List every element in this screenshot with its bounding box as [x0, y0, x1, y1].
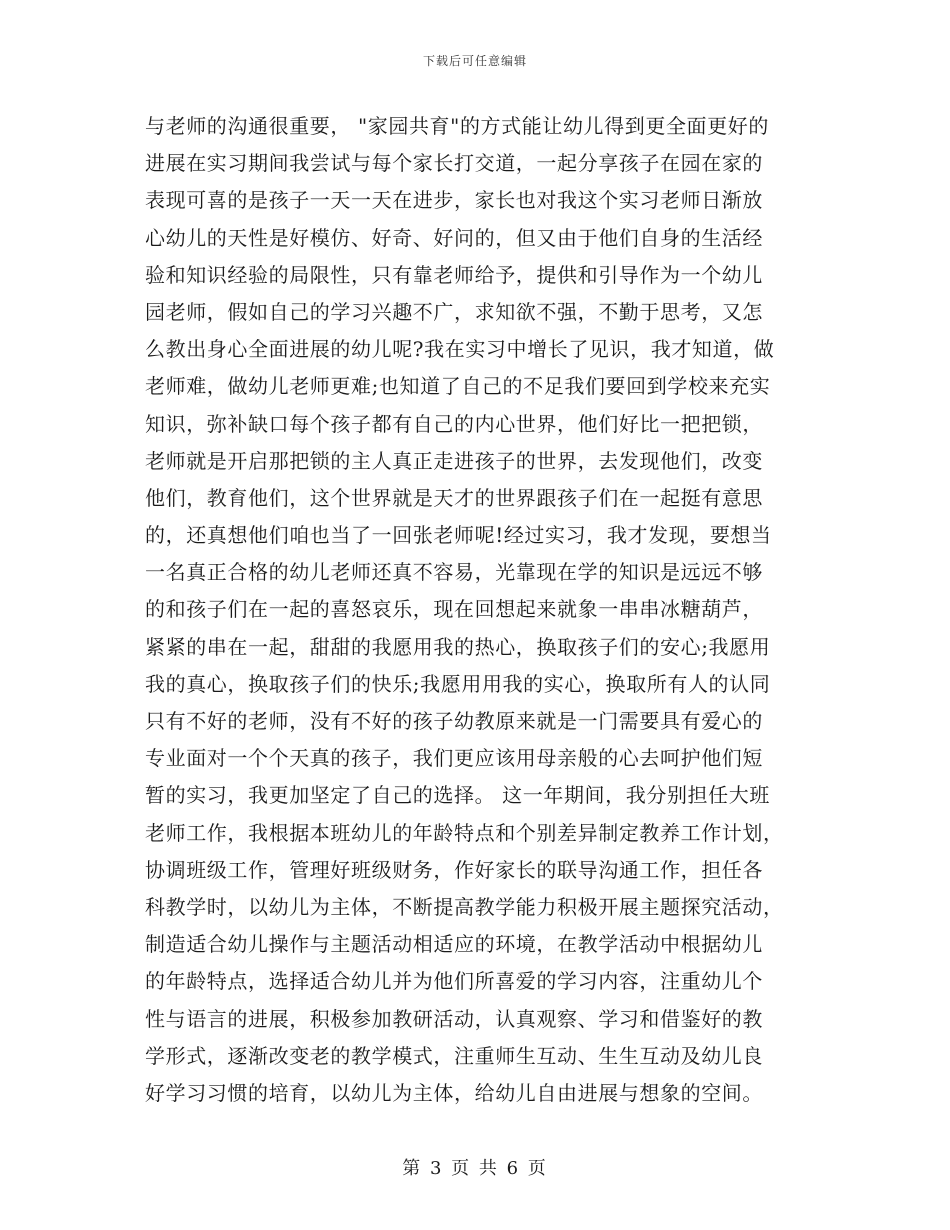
text-line: 暂的实习，我更加坚定了自己的选择。 这一年期间，我分别担任大班 — [145, 783, 770, 808]
text-line: 科教学时，以幼儿为主体，不断提高教学能力积极开展主题探究活动， — [145, 894, 784, 919]
text-line: 的和孩子们在一起的喜怒哀乐，现在回想起来就象一串串冰糖葫芦， — [145, 597, 763, 622]
text-line: 他们，教育他们，这个世界就是天才的世界跟孩子们在一起挺有意思 — [145, 485, 763, 510]
text-line: 验和知识经验的局限性，只有靠老师给予，提供和引导作为一个幼儿 — [145, 262, 763, 287]
text-line: 进展在实习期间我尝试与每个家长打交道，一起分享孩子在园在家的 — [145, 151, 763, 176]
text-line: 我的真心，换取孩子们的快乐;我愿用用我的实心，换取所有人的认同 — [145, 671, 771, 696]
body-text — [145, 108, 815, 1112]
text-line: 的年龄特点，选择适合幼儿并为他们所喜爱的学习内容，注重幼儿个 — [145, 969, 763, 994]
text-line: 制造适合幼儿操作与主题活动相适应的环境，在教学活动中根据幼儿 — [145, 932, 763, 957]
text-line: 一名真正合格的幼儿老师还真不容易，光靠现在学的知识是远远不够 — [145, 560, 763, 585]
text-line: 协调班级工作，管理好班级财务，作好家长的联导沟通工作，担任各 — [145, 857, 763, 882]
text-line: 么教出身心全面进展的幼儿呢?我在实习中增长了见识，我才知道，做 — [145, 337, 775, 362]
text-line: 知识，弥补缺口每个孩子都有自己的内心世界，他们好比一把把锁， — [145, 411, 763, 436]
text-line: 老师工作，我根据本班幼儿的年龄特点和个别差异制定教养工作计划， — [145, 820, 784, 845]
text-line: 只有不好的老师，没有不好的孩子幼教原来就是一门需要具有爱心的 — [145, 709, 763, 733]
page-number-footer: 第 3 页 共 6 页 — [402, 1158, 548, 1179]
text-line: 心幼儿的天性是好模仿、好奇、好问的，但又由于他们自身的生活经 — [145, 225, 763, 250]
text-line: 老师难，做幼儿老师更难;也知道了自己的不足我们要回到学校来充实 — [145, 374, 771, 399]
text-line: 性与语言的进展，积极参加教研活动，认真观察、学习和借鉴好的教 — [145, 1006, 763, 1031]
text-line: 紧紧的串在一起，甜甜的我愿用我的热心，换取孩子们的安心;我愿用 — [145, 634, 771, 659]
text-line: 老师就是开启那把锁的主人真正走进孩子的世界，去发现他们，改变 — [145, 448, 763, 473]
text-line: 与老师的沟通很重要， "家园共育"的方式能让幼儿得到更全面更好的 — [145, 114, 769, 138]
text-line: 好学习习惯的培育，以幼儿为主体，给幼儿自由进展与想象的空间。 — [145, 1080, 763, 1105]
text-line: 表现可喜的是孩子一天一天在进步，家长也对我这个实习老师日渐放 — [145, 188, 763, 213]
text-line: 专业面对一个个天真的孩子，我们更应该用母亲般的心去呵护他们短 — [145, 746, 763, 771]
text-line: 的，还真想他们咱也当了一回张老师呢!经过实习，我才发现，要想当 — [145, 523, 772, 548]
page-header: 下载后可任意编辑 — [422, 54, 527, 68]
text-line: 园老师，假如自己的学习兴趣不广，求知欲不强，不勤于思考，又怎 — [145, 299, 763, 324]
text-line: 学形式，逐渐改变老的教学模式，注重师生互动、生生互动及幼儿良 — [145, 1043, 763, 1068]
